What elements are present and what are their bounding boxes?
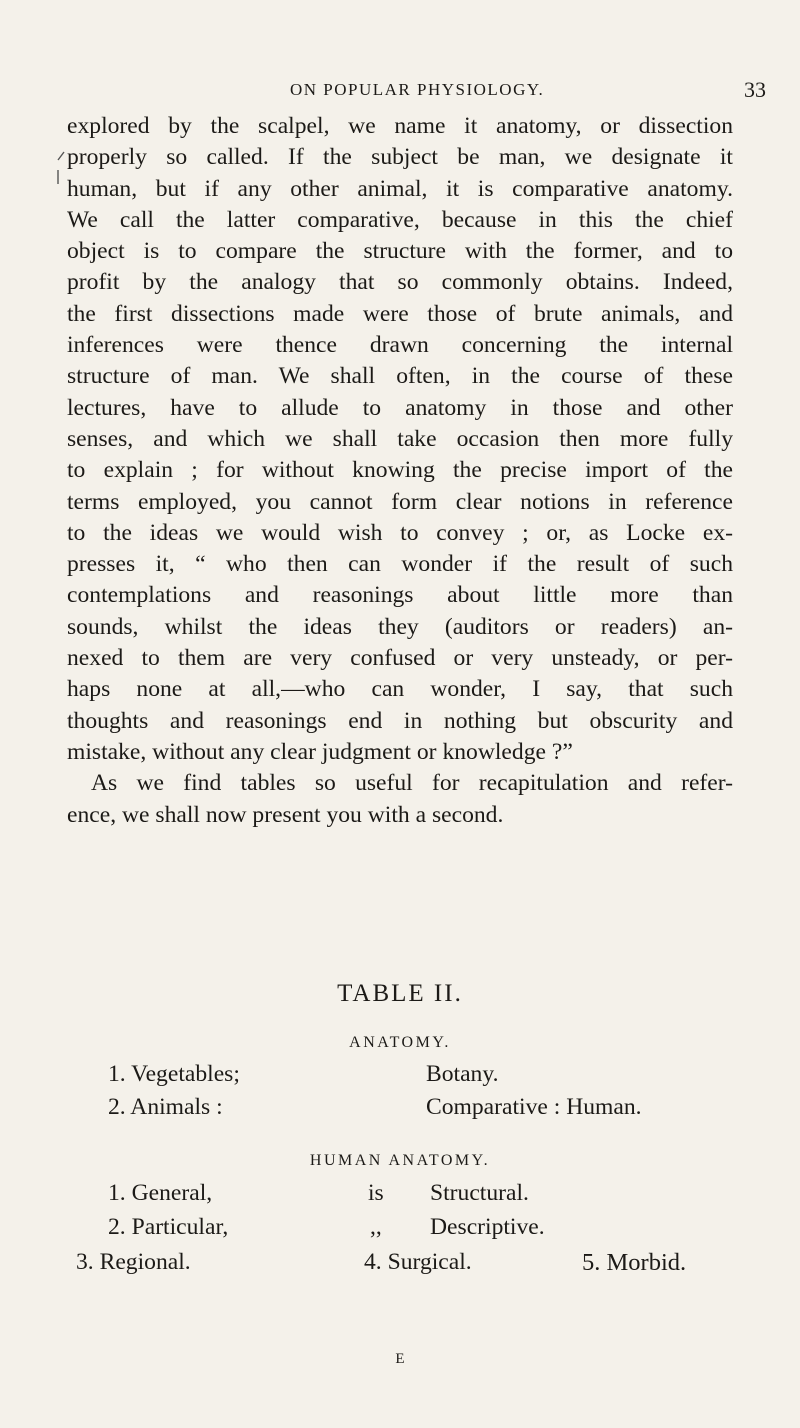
human-anatomy-heading: HUMAN ANATOMY. xyxy=(309,1152,491,1169)
text-line: lectures, have to allude to anatomy in those and other xyxy=(67,394,733,421)
human-row-3-b: 4. Surgical. xyxy=(364,1249,472,1275)
anatomy-row-2-left: 2. Animals : xyxy=(108,1094,223,1120)
text-line: to the ideas we would wish to convey ; or, as Locke ex- xyxy=(67,519,733,546)
text-line: mistake, without any clear judgment or knowledge ?” xyxy=(67,738,573,765)
running-title: ON POPULAR PHYSIOLOGY. xyxy=(290,80,545,99)
text-line: We call the latter comparative, because in this the chief xyxy=(67,206,733,233)
text-line: profit by the analogy that so commonly obtains. Indeed, xyxy=(67,269,733,296)
text-line: inferences were thence drawn concerning the internal xyxy=(67,332,733,359)
margin-mark-icon xyxy=(56,150,66,186)
anatomy-row-2-right: Comparative : Human. xyxy=(426,1094,642,1120)
text-line: human, but if any other animal, it is comparative anatomy. xyxy=(67,175,733,202)
table-title: TABLE II. xyxy=(337,980,463,1007)
text-line: terms employed, you cannot form clear notions in reference xyxy=(67,488,733,515)
running-header xyxy=(0,78,800,108)
text-line: to explain ; for without knowing the precise import of the xyxy=(67,457,733,484)
text-line: haps none at all,—who can wonder, I say, that such xyxy=(67,676,733,703)
anatomy-row-1-left: 1. Vegetables; xyxy=(108,1061,240,1087)
human-row-2-left: 2. Particular, xyxy=(108,1214,229,1240)
text-line: nexed to them are very confused or very unsteady, or per- xyxy=(67,645,733,672)
human-row-3-a: 3. Regional. xyxy=(76,1249,191,1275)
human-row-3-c: 5. Morbid. xyxy=(582,1249,687,1276)
text-line: sounds, whilst the ideas they (auditors or readers) an- xyxy=(67,613,733,640)
text-line: properly so called. If the subject be man, we designate it xyxy=(67,144,733,171)
anatomy-row-1-right: Botany. xyxy=(426,1061,499,1087)
human-row-2-right: Descriptive. xyxy=(430,1214,545,1240)
text-line: structure of man. We shall often, in the course of these xyxy=(67,363,733,390)
text-line: ence, we shall now present you with a second. xyxy=(67,801,504,828)
text-line: the first dissections made were those of brute animals, and xyxy=(67,300,733,327)
anatomy-heading: ANATOMY. xyxy=(349,1034,451,1051)
human-row-1-left: 1. General, xyxy=(108,1180,213,1206)
text-line: explored by the scalpel, we name it anatomy, or dissection xyxy=(67,113,733,139)
signature-mark: E xyxy=(395,1351,405,1367)
page-number: 33 xyxy=(744,77,766,102)
text-line: presses it, “ who then can wonder if the result of such xyxy=(67,551,733,578)
text-line: object is to compare the structure with the former, and to xyxy=(67,238,733,265)
human-row-2-mid: ,, xyxy=(370,1214,382,1240)
human-row-1-mid: is xyxy=(368,1180,384,1206)
body-text xyxy=(67,111,733,831)
text-line: contemplations and reasonings about little more than xyxy=(67,582,733,609)
text-line: senses, and which we shall take occasion then more fully xyxy=(67,425,733,452)
text-line: As we find tables so useful for recapitulation and refer- xyxy=(91,770,733,797)
text-line: thoughts and reasonings end in nothing but obscurity and xyxy=(67,707,733,734)
human-row-1-right: Structural. xyxy=(430,1180,529,1206)
